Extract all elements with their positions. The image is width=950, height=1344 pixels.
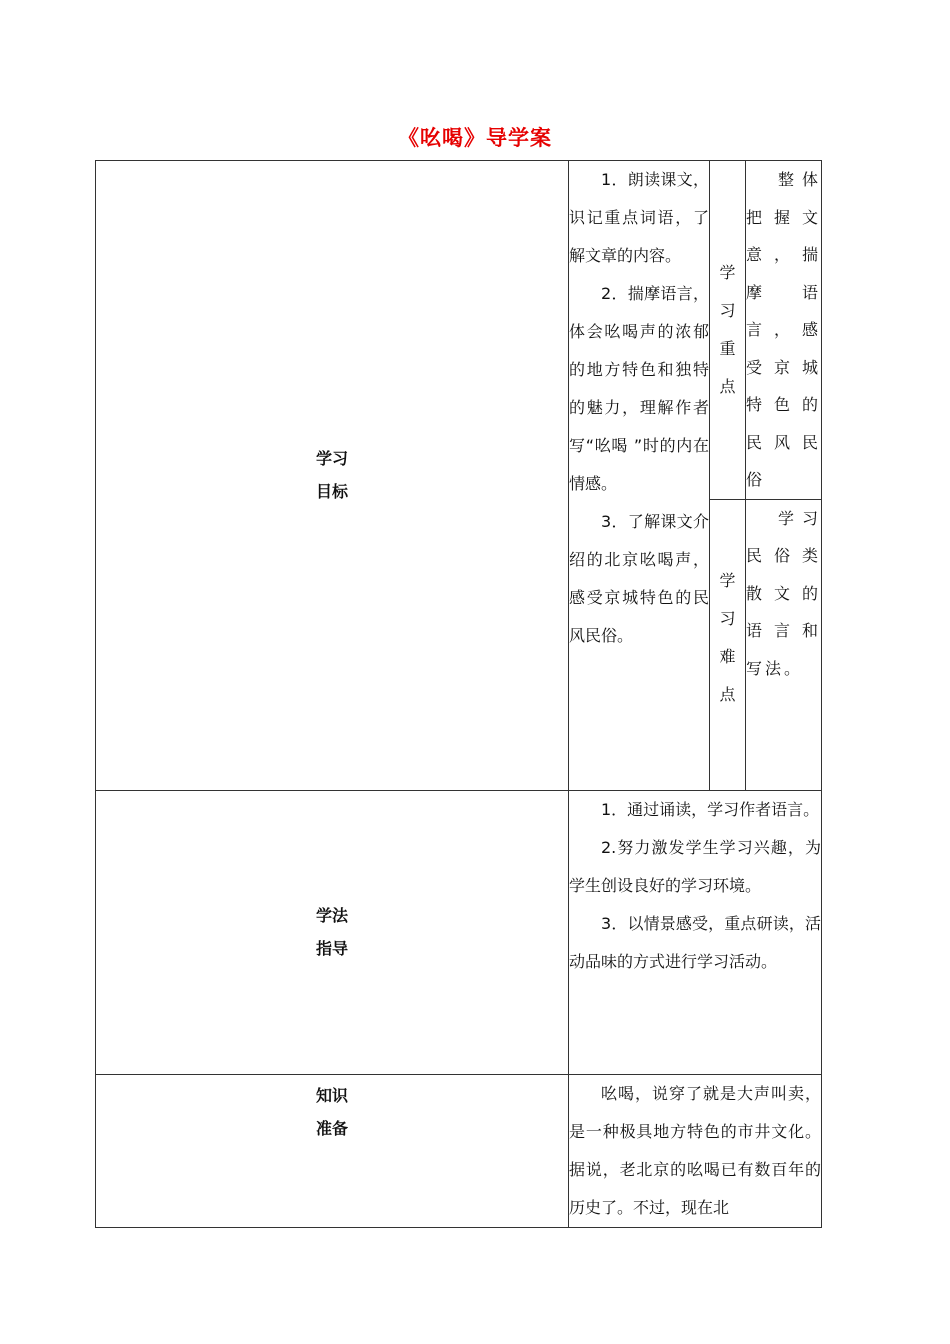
key-points-content (746, 161, 822, 500)
goal-item-1: 1．朗读课文，识记重点词语，了解文章的内容。 (569, 170, 709, 265)
goals-label-line2: 目标 (315, 482, 348, 502)
key-points-char: 点 (719, 376, 736, 396)
difficulties-content (746, 499, 822, 790)
goals-label (96, 161, 569, 791)
goals-label-line1: 学习 (315, 449, 348, 469)
knowledge-label (96, 1074, 569, 1227)
knowledge-content (569, 1074, 822, 1227)
difficulties-char: 难 (719, 646, 736, 666)
method-content (569, 790, 822, 1074)
difficulties-char: 学 (719, 570, 736, 590)
goal-item-2: 2．揣摩语言，体会吆喝声的浓郁的地方特色和独特的魅力，理解作者写“吆喝 ”时的内在情感。 (569, 284, 709, 493)
key-points-char: 学 (719, 262, 736, 282)
method-label-line1: 学法 (315, 906, 348, 925)
difficulties-text: 学习民俗类散文的语言和写法。 (746, 508, 821, 678)
knowledge-label-line1: 知识 (315, 1085, 348, 1105)
key-points-label (710, 161, 746, 500)
method-label-line2: 指导 (315, 939, 348, 958)
key-points-char: 重 (719, 338, 736, 358)
difficulties-char: 点 (719, 684, 736, 704)
method-label (96, 790, 569, 1074)
lesson-plan-table (95, 160, 822, 1228)
knowledge-label-line2: 准备 (315, 1118, 348, 1138)
difficulties-char: 习 (719, 608, 736, 628)
page-title: 《吆喝》导学案 (398, 126, 552, 150)
method-item-1: 1．通过诵读，学习作者语言。 (601, 799, 820, 819)
knowledge-text: 吆喝，说穿了就是大声叫卖，是一种极具地方特色的市井文化。据说，老北京的吆喝已有数百年的历史了。不过，现在北 (569, 1083, 821, 1217)
method-item-3: 3．以情景感受，重点研读，活动品味的方式进行学习活动。 (569, 913, 821, 971)
method-item-2: 2.努力激发学生学习兴趣，为学生创设良好的学习环境。 (569, 837, 821, 895)
key-points-char: 习 (719, 300, 736, 320)
difficulties-label (710, 499, 746, 790)
key-points-text: 整体把握文意，揣摩语言，感受京城特色的民风民俗 (746, 170, 821, 489)
goal-item-3: 3．了解课文介绍的北京吆喝声，感受京城特色的民风民俗。 (569, 512, 709, 645)
goals-content (569, 161, 710, 791)
